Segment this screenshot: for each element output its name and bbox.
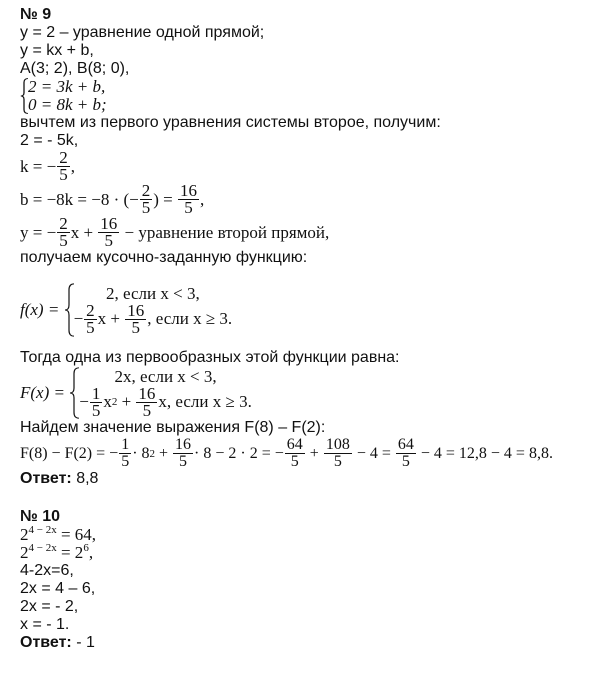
fraction (98, 216, 119, 249)
answer-10 (20, 634, 600, 652)
fraction-numerator: 1 (91, 383, 101, 403)
fraction-numerator: 2 (59, 214, 68, 233)
fraction (57, 216, 70, 249)
math-text: + (305, 444, 323, 462)
math-text: x + (97, 309, 125, 328)
equation-1 (20, 526, 600, 544)
math-text: − 4 = 12,8 − 4 = 8,8. (416, 444, 553, 462)
task-9 (20, 6, 600, 488)
fraction-denominator: 5 (290, 453, 299, 470)
fraction-numerator: 64 (397, 436, 414, 453)
math-text: + (117, 392, 136, 411)
brace-icon (69, 367, 79, 419)
math-text: − (73, 309, 84, 328)
fraction-numerator: 1 (121, 436, 130, 453)
fraction-denominator: 5 (131, 317, 140, 337)
math-text: x + (70, 222, 98, 242)
line-find-value: Найдем значение выражения F(8) – F(2): (20, 419, 326, 436)
line-2-eq-5k: 2 = - 5k, (20, 132, 79, 149)
answer-value: 8,8 (71, 470, 99, 487)
fraction-denominator: 5 (141, 198, 151, 217)
F-lhs: F(x) = (20, 383, 70, 402)
fraction (136, 383, 157, 420)
answer-value: - 1 (71, 634, 95, 651)
fraction-numerator: 2 (86, 300, 95, 320)
line-3: 4-2x=6, (20, 562, 74, 579)
fraction (396, 437, 416, 470)
math-text: = 2 (56, 543, 84, 562)
fraction-denominator: 5 (184, 198, 193, 217)
fraction (84, 300, 97, 337)
superscript: 6 (83, 542, 89, 554)
math-text: · 8 (132, 444, 150, 462)
piecewise-F (20, 367, 600, 419)
brace-icon (20, 78, 28, 114)
task-9-title: № 9 (20, 6, 52, 23)
answer-label: Ответ: (20, 634, 72, 651)
document (20, 6, 600, 652)
equation-k (20, 150, 600, 183)
fraction (178, 183, 199, 216)
fraction-numerator: 16 (175, 436, 192, 453)
equation-2 (20, 544, 600, 562)
fraction (324, 437, 352, 470)
math-text: y = − (20, 222, 57, 242)
math-text: k = − (20, 156, 57, 176)
fraction (125, 300, 146, 337)
fraction-denominator: 5 (401, 453, 410, 470)
fraction-denominator: 5 (59, 165, 68, 184)
line-subtract: вычтем из первого уравнения системы второе, получим: (20, 114, 441, 131)
fraction-numerator: 108 (325, 436, 350, 453)
line-piecewise-intro: получаем кусочно-заданную функцию: (20, 249, 308, 266)
fraction-numerator: 16 (127, 300, 145, 320)
fraction (140, 183, 153, 216)
fraction-denominator: 5 (86, 317, 95, 337)
fraction-denominator: 5 (104, 231, 114, 250)
math-text: − (79, 392, 89, 411)
fraction-denominator: 5 (91, 400, 101, 420)
task-10 (20, 508, 600, 652)
math-text: , (70, 156, 75, 176)
math-text: , (200, 189, 205, 209)
fraction (119, 437, 131, 470)
fraction-denominator: 5 (333, 453, 342, 470)
math-text: − 4 = (352, 444, 395, 462)
math-text: x (103, 392, 112, 411)
fraction-numerator: 64 (286, 436, 303, 453)
line-antiderivative-intro: Тогда одна из первообразных этой функции равна: (20, 349, 400, 366)
answer-9 (20, 470, 600, 488)
F-case-1: 2x, если x < 3, (114, 366, 217, 386)
fraction-numerator: 16 (138, 383, 156, 403)
brace-icon (64, 283, 74, 337)
math-text: · 8 − 2 · 2 = − (194, 444, 284, 462)
line-points: A(3; 2), B(8; 0), (20, 60, 130, 77)
equation-system (20, 78, 600, 114)
fraction-denominator: 5 (179, 453, 188, 470)
system-eq-2: 0 = 8k + b; (28, 95, 107, 114)
fraction (173, 437, 193, 470)
line-5: 2x = - 2, (20, 598, 79, 615)
line-4: 2x = 4 – 6, (20, 580, 96, 597)
fraction-numerator: 2 (141, 181, 151, 200)
f-case-2 (73, 300, 233, 337)
math-text: ) = (153, 189, 178, 209)
math-text: = 64, (56, 525, 97, 544)
fraction-numerator: 16 (180, 181, 198, 200)
line-6: x = - 1. (20, 616, 70, 633)
math-text: F(8) − F(2) = − (20, 444, 119, 462)
F-case-2: − $\frac{1}{5}$ x 2 + $\frac{16}{5}$ x, если x ≥ 3. (79, 383, 252, 420)
fraction-numerator: 2 (59, 148, 68, 167)
system-eq-1: 2 = 3k + b, (28, 77, 106, 96)
math-text: 2 (20, 525, 29, 544)
fraction-denominator: 5 (142, 400, 152, 420)
f-case-1: 2, если x < 3, (106, 283, 200, 303)
math-text: , если x ≥ 3. (147, 309, 233, 328)
fraction-denominator: 5 (121, 453, 130, 470)
equation-second-line (20, 216, 600, 249)
superscript: 4 − 2x (28, 542, 57, 554)
line-general-equation: y = kx + b, (20, 42, 94, 59)
fraction (285, 437, 305, 470)
calculation: F(8) − F(2) = − $\frac{1}{5}$ · 8 2 + $\frac{16}{5}$ · 8 − 2 · 2 = − $\frac{64}{5}$ + $\frac{108}{5}$ − 4 = $\frac{64}{5}$ − 4 = 12,8 − 4 = 8,8. (20, 436, 553, 470)
equation-b (20, 183, 600, 216)
math-text: − уравнение второй прямой, (120, 222, 330, 242)
math-text: 2 (20, 543, 29, 562)
fraction-numerator: 16 (100, 214, 118, 233)
math-text: , (88, 543, 94, 562)
fraction (57, 150, 70, 183)
math-text: + (155, 444, 173, 462)
fraction (90, 383, 103, 420)
task-10-title: № 10 (20, 508, 61, 525)
math-text: x, если x ≥ 3. (158, 392, 252, 411)
answer-label: Ответ: (20, 470, 72, 487)
piecewise-f (20, 283, 600, 337)
superscript: 4 − 2x (28, 524, 57, 536)
line-first-equation: y = 2 – уравнение одной прямой; (20, 24, 265, 41)
math-text: b = −8k = −8 · (− (20, 189, 139, 209)
fraction-denominator: 5 (59, 231, 68, 250)
f-lhs: f(x) = (20, 300, 64, 319)
